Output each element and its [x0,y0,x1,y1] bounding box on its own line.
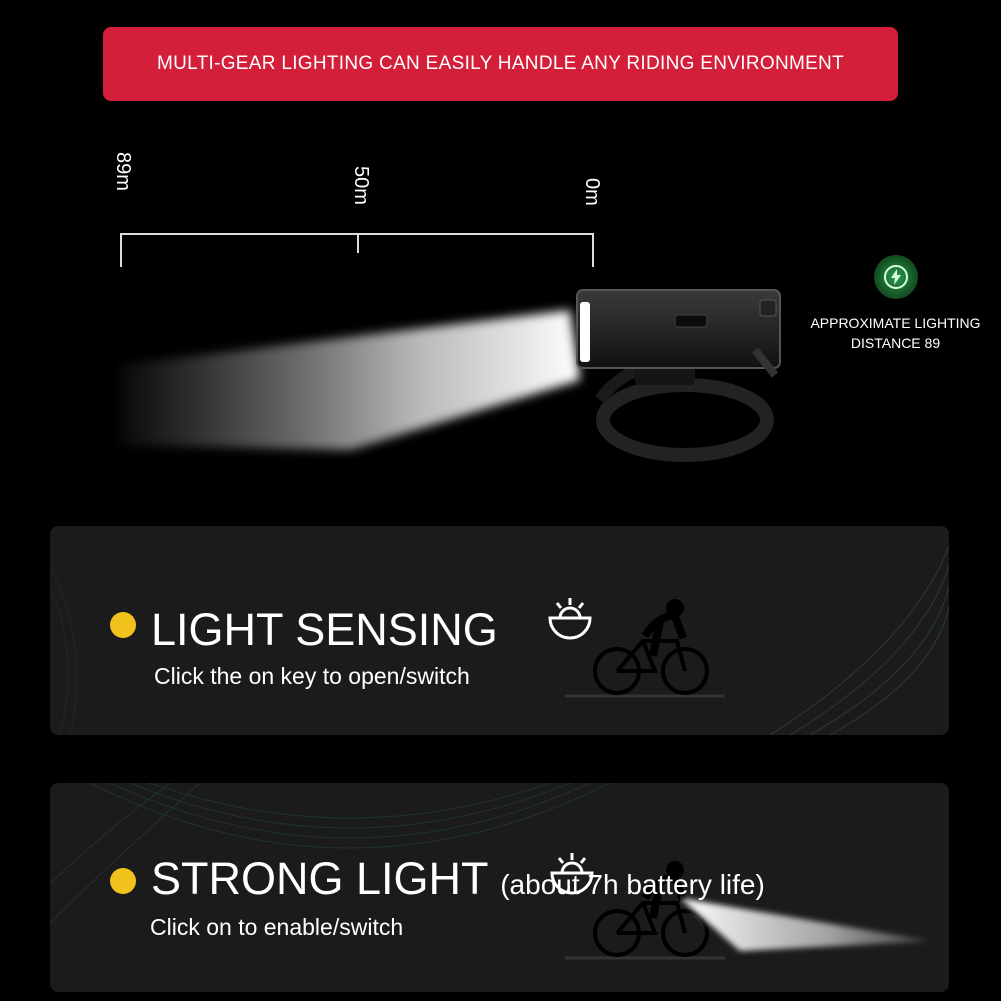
feature-subtitle: Click on to enable/switch [150,914,404,940]
feature-title: STRONG LIGHT (about 7h battery life) [151,853,765,904]
distance-label-near: 0m [581,178,603,206]
feature-title: LIGHT SENSING [151,604,498,655]
distance-label-mid: 50m [350,166,372,205]
banner-text: MULTI-GEAR LIGHTING CAN EASILY HANDLE ANY RIDING ENVIRONMENT [157,53,844,74]
feature-panel-strong-light [50,783,949,992]
charging-bolt-icon [874,255,918,299]
lighting-distance-badge [790,255,1001,353]
handlebar-strap [603,385,767,455]
distance-ruler [120,233,594,267]
battery-note: (about 7h battery life) [500,869,765,900]
cyclist-icon [565,596,725,701]
bike-light-scene [100,270,800,470]
badge-line-1: APPROXIMATE LIGHTING [810,315,981,331]
distance-label-far: 89m [112,152,134,191]
feature-panel-light-sensing [50,526,949,735]
bullet-dot [110,612,136,638]
header-banner [103,27,898,101]
badge-line-2: DISTANCE 89 [850,335,941,351]
sunrise-icon [548,851,596,897]
light-beam [120,310,580,450]
bike-light-body [577,290,780,368]
feature-subtitle: Click the on key to open/switch [154,663,470,689]
bullet-dot [110,868,136,894]
